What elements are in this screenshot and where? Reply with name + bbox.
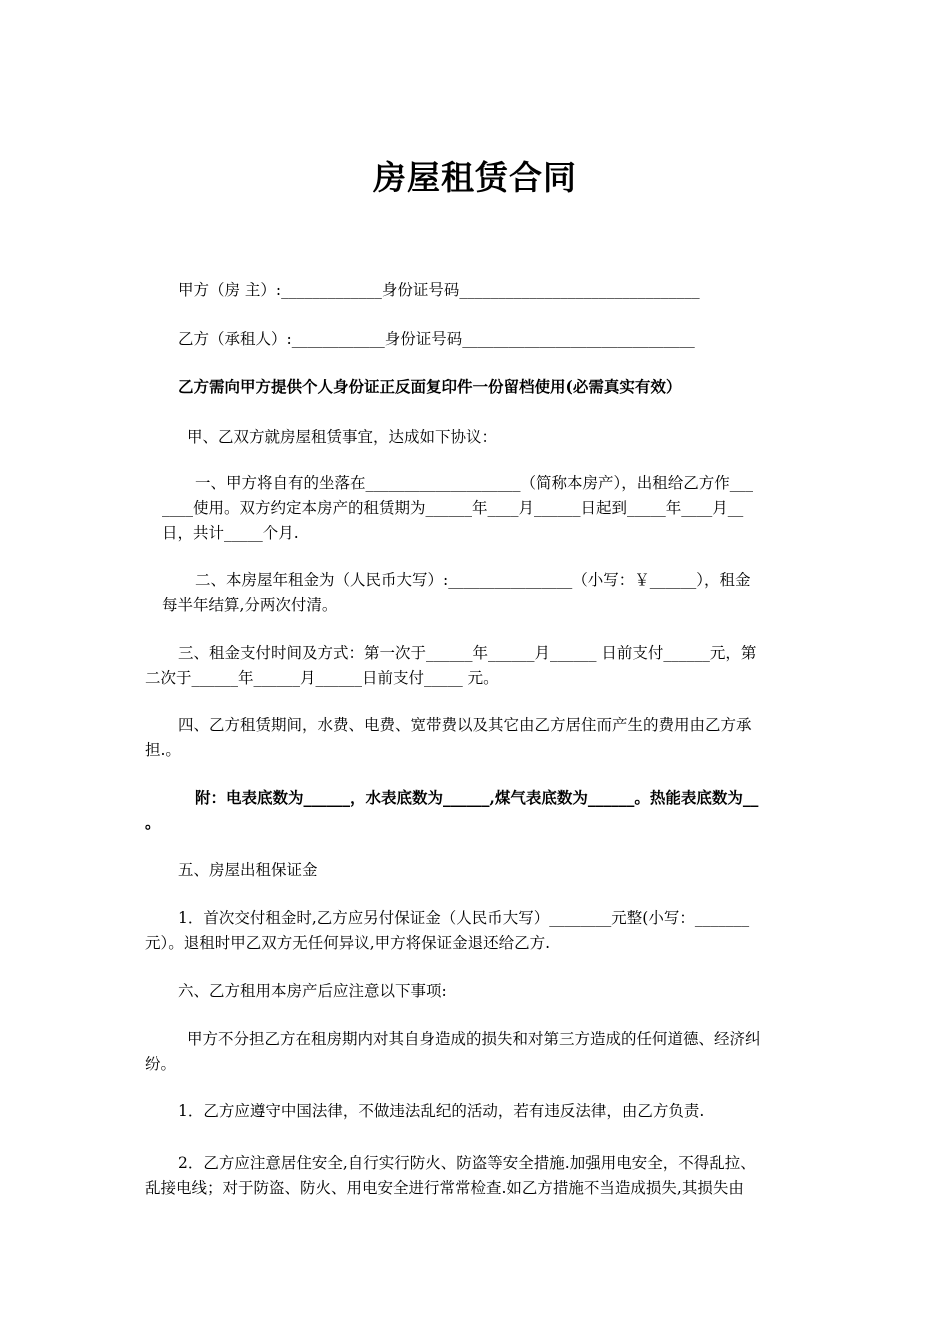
meter-readings-line-1: 附：电表底数为______，水表底数为______,煤气表底数为______。热能表底数为__ (195, 788, 759, 807)
document-title: 房屋租赁合同 (373, 158, 577, 197)
party-a-line: 甲方（房 主）:_____________身份证号码_______________________________ (178, 281, 700, 299)
clause-1-line-2: ____使用。双方约定本房产的租赁期为______年____月______日起到_____年____月__ (162, 499, 744, 517)
deposit-line-1: 1．首次交付租金时,乙方应另付保证金（人民币大写）________元整(小写：_______ (178, 909, 750, 927)
clause-3-line-2: 二次于______年______月______日前支付_____ 元。 (145, 669, 499, 687)
id-copy-requirement: 乙方需向甲方提供个人身份证正反面复印件一份留档使用(必需真实有效） (178, 377, 682, 396)
clause-1-line-1: 一、甲方将自有的坐落在____________________（简称本房产），出租给乙方作___ (195, 474, 754, 492)
clause-1-line-3: 日，共计_____个月. (162, 524, 299, 542)
law-compliance-line: 1．乙方应遵守中国法律，不做违法乱纪的活动，若有违反法律，由乙方负责. (178, 1102, 705, 1120)
meter-readings-line-2: 。 (145, 813, 161, 832)
liability-line-2: 纷。 (145, 1055, 177, 1073)
clause-6-heading: 六、乙方租用本房产后应注意以下事项: (178, 982, 447, 1000)
safety-line-1: 2．乙方应注意居住安全,自行实行防火、防盗等安全措施.加强用电安全，不得乱拉、 (178, 1154, 756, 1172)
deposit-line-2: 元）。退租时甲乙双方无任何异议,甲方将保证金退还给乙方. (145, 934, 551, 952)
agreement-intro: 甲、乙双方就房屋租赁事宜，达成如下协议： (187, 428, 498, 446)
clause-4-line-1: 四、乙方租赁期间，水费、电费、宽带费以及其它由乙方居住而产生的费用由乙方承 (178, 716, 752, 734)
clause-4-line-2: 担.。 (145, 741, 181, 759)
clause-2-line-1: 二、本房屋年租金为（人民币大写）:________________（小写：￥______），租金 (195, 571, 751, 589)
clause-2-line-2: 每半年结算,分两次付清。 (162, 596, 338, 614)
safety-line-2: 乱接电线；对于防盗、防火、用电安全进行常常检查.如乙方措施不当造成损失,其损失由 (145, 1179, 744, 1197)
clause-3-line-1: 三、租金支付时间及方式：第一次于______年______月______ 日前支付______元，第 (178, 644, 757, 662)
party-b-line: 乙方（承租人）:____________身份证号码______________________________ (178, 330, 695, 348)
clause-5-heading: 五、房屋出租保证金 (178, 861, 318, 879)
liability-line-1: 甲方不分担乙方在租房期内对其自身造成的损失和对第三方造成的任何道德、经济纠 (187, 1030, 761, 1048)
